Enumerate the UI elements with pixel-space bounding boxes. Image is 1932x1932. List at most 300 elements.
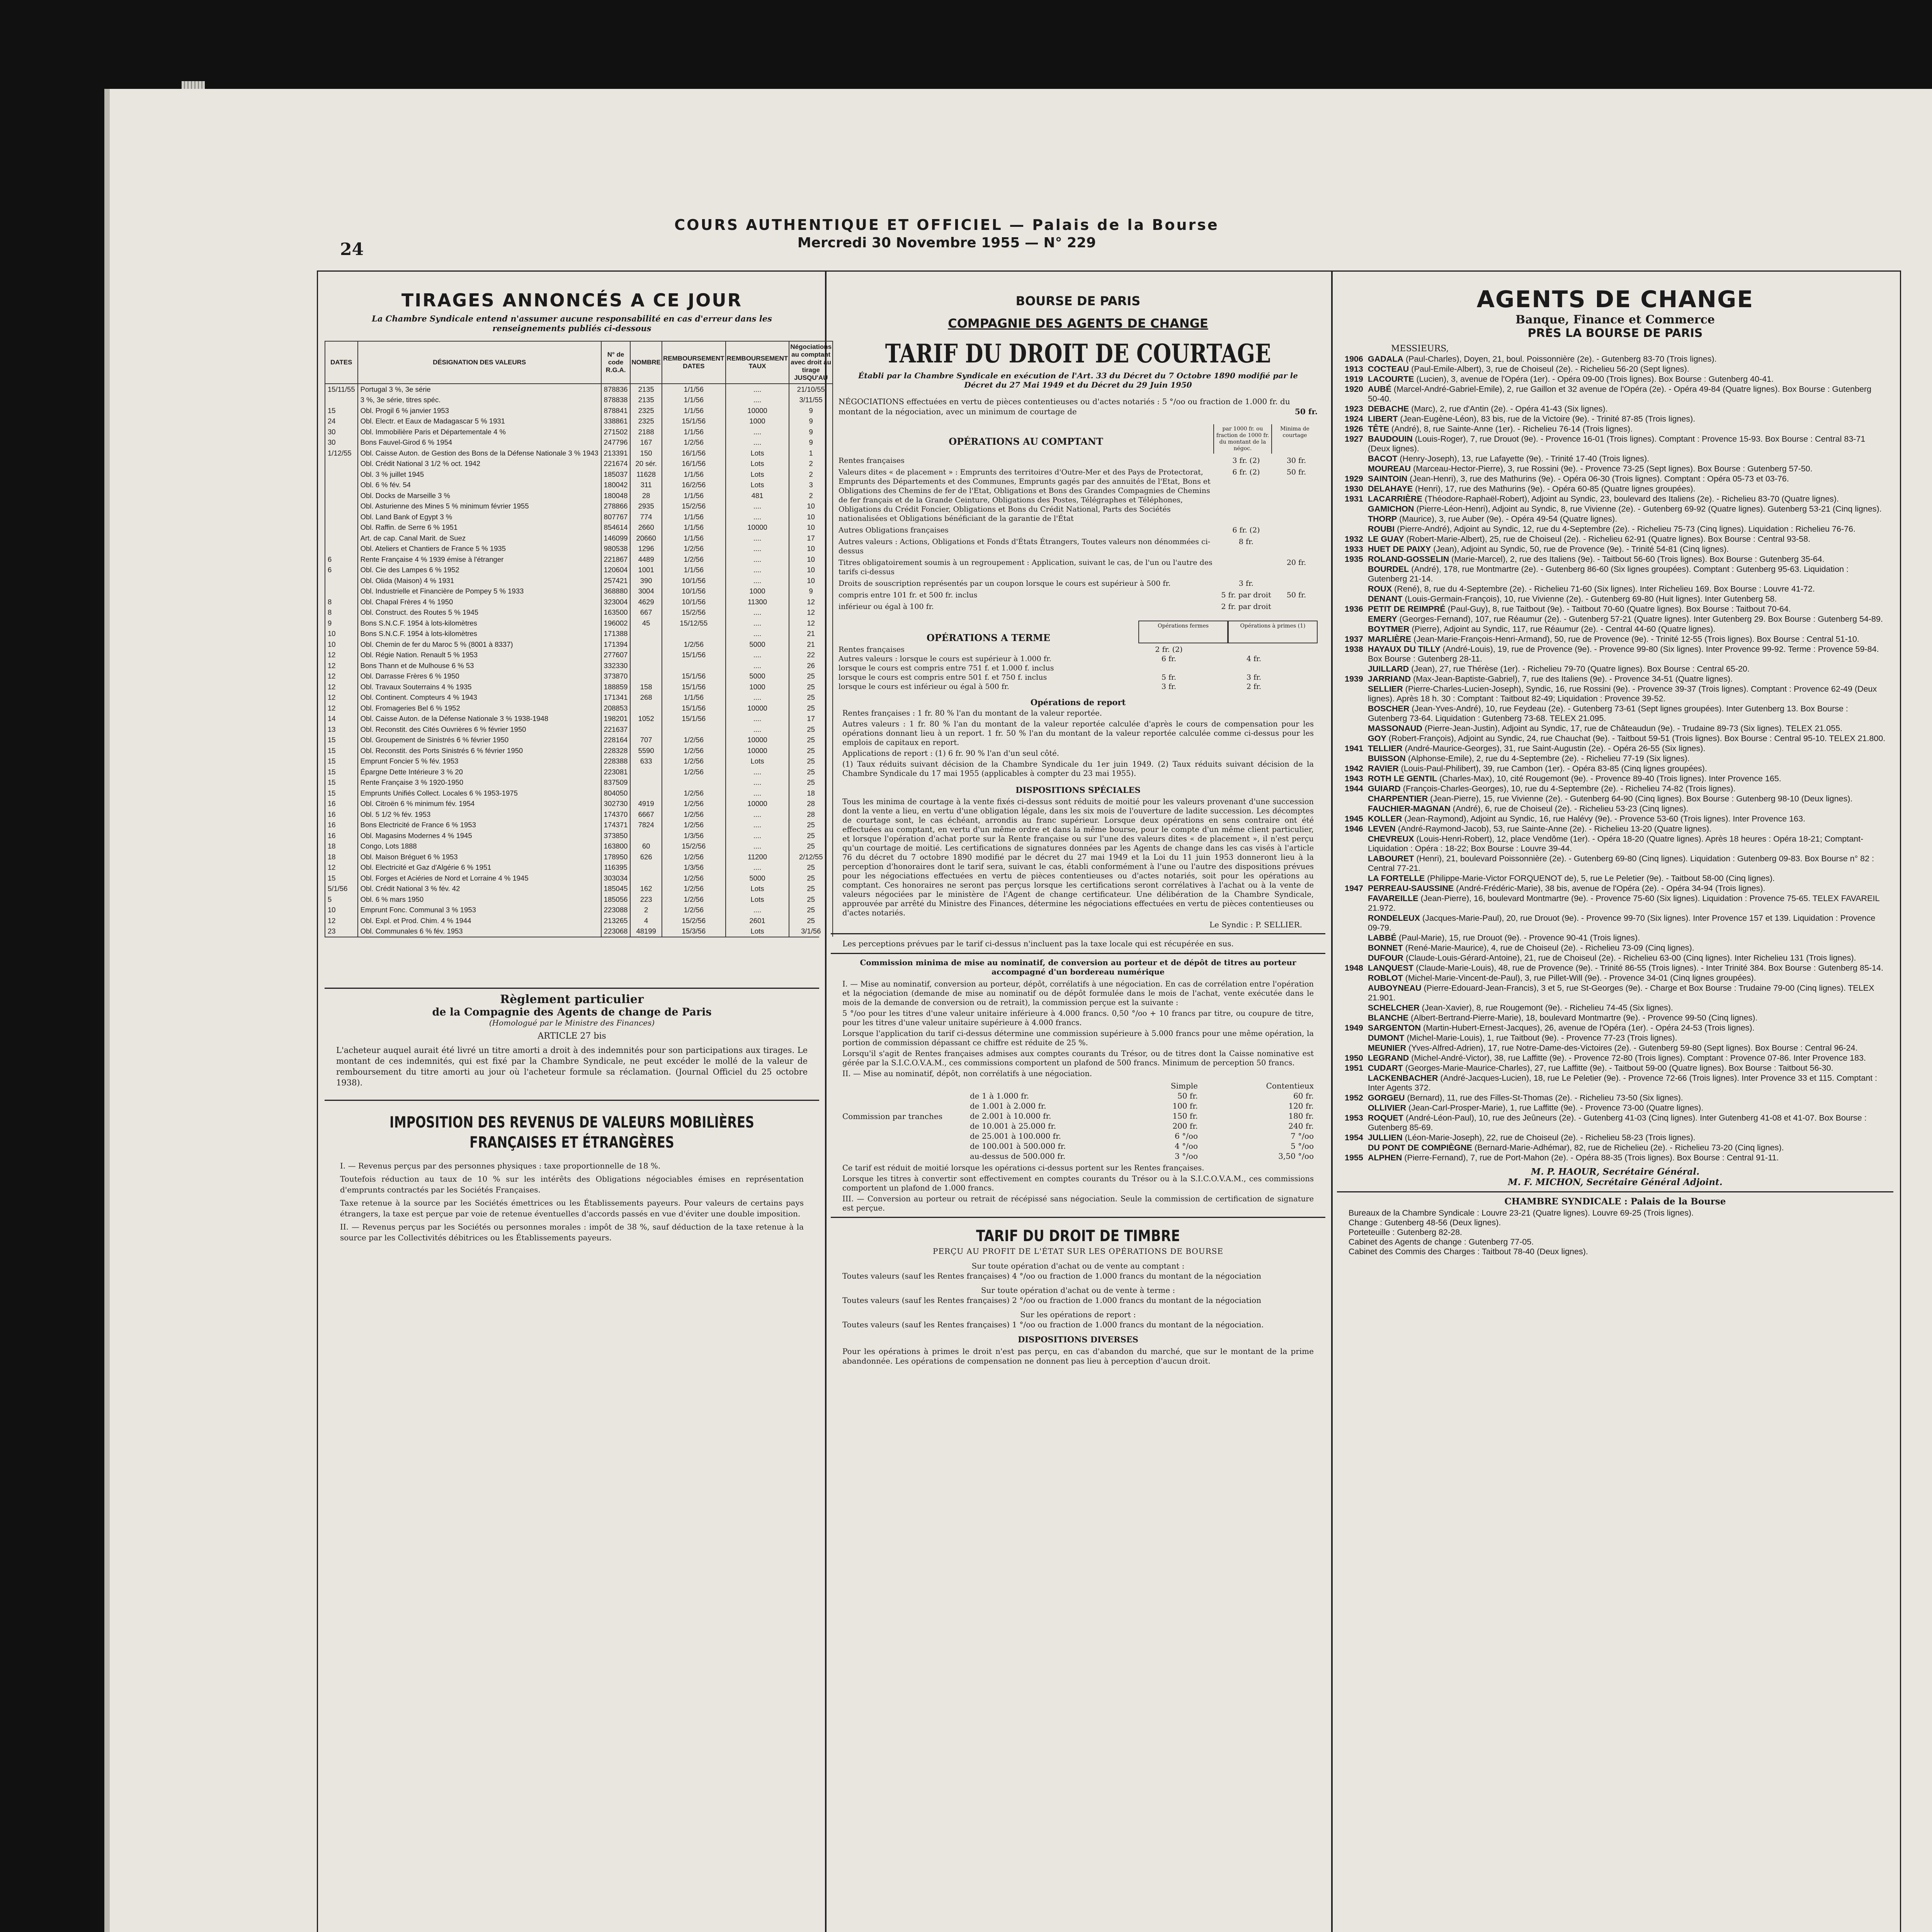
agent-address: (Jean-Carl-Prosper-Marie), 1, rue Laffitte (9e). - Provence 73-00 (Quatre lignes).: [1408, 1103, 1704, 1112]
fee-contentieux: 3,50 °/oo: [1278, 1151, 1314, 1161]
table-cell: [325, 522, 358, 533]
comptant-minimum: 50 fr.: [1286, 468, 1306, 476]
table-cell: Obl. Raffin. de Serre 6 % 1951: [358, 522, 601, 533]
agent-entry: [1345, 913, 1886, 933]
agent-entry: [1345, 464, 1886, 474]
agent-name: ROUX: [1368, 584, 1392, 594]
chambre-title: CHAMBRE SYNDICALE : Palais de la Bourse: [1504, 1196, 1726, 1207]
comptant-label: Autres valeurs : Actions, Obligations et Fonds d'États Étrangers, Toutes valeurs non dénommées ci-dessus: [838, 537, 1211, 555]
timbre-subtitle: PERÇU AU PROFIT DE L'ÉTAT SUR LES OPÉRATIONS DE BOURSE: [933, 1247, 1223, 1256]
table-cell: 774: [630, 512, 662, 522]
table-row: [325, 788, 833, 799]
agent-address: (Marcel-André-Gabriel-Emile), 2, rue Gaillon et 32 avenue de l'Opéra (2e). - Opéra 49-84 (Quatre lignes). Box Bourse : Gutenberg 50-40.: [1368, 384, 1872, 403]
agent-address: (Robert-Marie-Albert), 25, rue de Choiseul (2e). - Richelieu 62-91 (Quatre lignes). Box Bourse : Central 93-58.: [1406, 534, 1811, 544]
timbre-item: Pour les opérations à primes le droit n'est pas perçu, en cas d'abandon du marché, que sur le montant de la prime abandonnée. Les opérations de compensation ne donnent pas lieu à perception d'aucun droit.: [842, 1347, 1314, 1366]
agent-entry: [1345, 824, 1886, 834]
agent-details: [1368, 874, 1886, 883]
table-cell: 25: [789, 767, 833, 777]
terme-value: [1190, 682, 1233, 691]
table-cell: Obl. Communales 6 % fév. 1953: [358, 926, 601, 937]
agent-address: (Max-Jean-Baptiste-Gabriel), 7, rue des Italiens (9e). - Provence 34-51 (Quatre lignes).: [1413, 674, 1733, 684]
table-row: [325, 799, 833, 810]
timbre-item: Toutes valeurs (sauf les Rentes françaises) 2 °/oo ou fraction de 1.000 francs du montant de la négociation: [842, 1296, 1262, 1305]
table-cell: 626: [630, 852, 662, 862]
agent-address: (Bernard-Marie-Adhémar), 82, rue de Richelieu (2e). - Richelieu 73-20 (Cinq lignes).: [1474, 1143, 1784, 1152]
agent-details: [1368, 1033, 1886, 1043]
tirages-title: TIRAGES ANNONCÉS A CE JOUR: [401, 290, 743, 311]
fee-range: de 1.001 à 2.000 fr.: [970, 1101, 1046, 1111]
timbre-item: Toutes valeurs (sauf les Rentes françaises) 1 °/oo ou fraction de 1.000 francs du montant de la négociation.: [842, 1320, 1264, 1329]
agent-year: 1920: [1345, 384, 1363, 394]
table-cell: 12: [789, 597, 833, 607]
agent-entry: [1345, 384, 1886, 404]
agent-entry: [1345, 634, 1886, 644]
table-row: [325, 714, 833, 724]
agent-year: [1345, 584, 1368, 594]
table-cell: 303034: [601, 873, 631, 884]
table-cell: 3: [789, 480, 833, 491]
table-row: [325, 894, 833, 905]
table-row: [325, 384, 833, 395]
terme-value: [1190, 645, 1233, 654]
table-cell: 9: [789, 437, 833, 448]
table-cell: 1/3/56: [662, 830, 726, 841]
table-cell: 1/2/56: [662, 884, 726, 895]
report-paragraph: Applications de report : (1) 6 fr. 90 % l'an d'un seul côté.: [842, 749, 1059, 758]
agent-year: [1345, 1013, 1368, 1023]
commission-paragraph: 5 °/oo pour les titres d'une valeur unitaire inférieure à 4.000 francs. 0,50 °/oo + 10 francs par titre, ou coupure de titre, pour les titres d'une valeur unitaire supérieure à 4.000 francs.: [842, 1009, 1314, 1027]
agent-address: (Albert-Bertrand-Pierre-Marie), 18, boulevard Montmartre (9e). - Provence 99-50 (Cinq lignes).: [1411, 1013, 1758, 1022]
table-cell: 171388: [601, 629, 631, 639]
comptant-row: [838, 558, 1318, 577]
agent-address: (Jean), 27, rue Thérèse (1er). - Richelieu 79-70 (Quatre lignes). Box Bourse : Central 65-20.: [1411, 664, 1750, 673]
agent-year: 1942: [1345, 764, 1363, 773]
table-cell: Obl. Electricité et Gaz d'Algérie 6 % 1951: [358, 862, 601, 873]
agent-entry: [1345, 494, 1886, 504]
comptant-row: [838, 526, 1318, 535]
agent-name: ROUBI: [1368, 524, 1395, 534]
agent-name: LEGRAND: [1368, 1053, 1409, 1063]
report-text: [842, 709, 1314, 778]
agent-name: JULLIEN: [1368, 1133, 1403, 1142]
table-bottom: [325, 937, 819, 984]
table-row: [325, 459, 833, 469]
agent-address: (René-Marie-Maurice), 4, rue de Choiseul (2e). - Richelieu 73-09 (Cinq lignes).: [1405, 943, 1694, 952]
table-cell: 9: [325, 618, 358, 629]
table-cell: ....: [726, 809, 789, 820]
table-cell: [325, 395, 358, 406]
agent-year: 1944: [1345, 784, 1363, 793]
table-cell: 804050: [601, 788, 631, 799]
table-cell: 6: [325, 565, 358, 576]
col-header: DÉSIGNATION DES VALEURS: [358, 341, 601, 384]
table-cell: Obl. Land Bank of Egypt 3 %: [358, 512, 601, 522]
table-cell: 25: [789, 756, 833, 767]
table-cell: 10000: [726, 703, 789, 714]
agent-address: (André-Léon-Paul), 10, rue des Jeûneurs (2e). - Gutenberg 41-03 (Cinq lignes). Inter Gutenberg 41-08 et 41-07. Box Bourse : Gutenberg 85-69.: [1368, 1113, 1867, 1132]
table-row: [325, 639, 833, 650]
agent-name: LA FORTELLE: [1368, 874, 1425, 883]
agent-year: [1345, 664, 1368, 674]
agent-year: 1955: [1345, 1153, 1363, 1162]
table-cell: 4489: [630, 554, 662, 565]
agent-name: KOLLER: [1368, 814, 1402, 823]
agent-entry: [1345, 424, 1886, 434]
fee-contentieux: 5 °/oo: [1291, 1141, 1314, 1151]
table-cell: [662, 660, 726, 671]
terme-label: Rentes françaises: [838, 645, 905, 654]
table-cell: [325, 575, 358, 586]
table-cell: 10: [789, 544, 833, 554]
agent-details: [1368, 764, 1886, 774]
table-cell: 188859: [601, 682, 631, 692]
agent-details: [1368, 584, 1886, 594]
report-title: Opérations de report: [1030, 697, 1126, 707]
table-cell: Emprunt Fonc. Communal 3 % 1953: [358, 905, 601, 916]
table-cell: [630, 724, 662, 735]
agent-year: [1345, 874, 1368, 883]
table-cell: ....: [726, 862, 789, 873]
table-row: [325, 915, 833, 926]
table-cell: 223068: [601, 926, 631, 937]
imposition-item: Taxe retenue à la source par les Sociétés émettrices ou les Établissements payeurs. Pour valeurs de certains pays étrangers, la taxe est perçue par voie de retenue éventuelles d'accords passés en vue d'éviter une double imposition.: [340, 1198, 804, 1218]
agent-year: 1954: [1345, 1133, 1363, 1142]
table-cell: Obl. Docks de Marseille 3 %: [358, 490, 601, 501]
agent-entry: [1345, 734, 1886, 743]
commission-text: [842, 980, 1314, 1078]
table-cell: 1296: [630, 544, 662, 554]
perceptions-text: Les perceptions prévues par le tarif ci-dessus n'incluent pas la taxe locale qui est récupérée en sus.: [842, 939, 1234, 948]
agent-entry: [1345, 963, 1886, 973]
agent-details: [1368, 374, 1886, 384]
agent-address: (Paul-Guy), 8, rue Taitbout (9e). - Taitbout 70-60 (Quatre lignes). Box Bourse : Taitbout 70-64.: [1447, 604, 1791, 614]
table-cell: 1001: [630, 565, 662, 576]
table-cell: 25: [789, 671, 833, 682]
fee-row: [970, 1151, 1314, 1161]
agent-name: DELAHAYE: [1368, 484, 1413, 493]
agent-name: RAVIER: [1368, 764, 1399, 773]
table-cell: ....: [726, 650, 789, 661]
table-cell: ....: [726, 384, 789, 395]
table-cell: 1/12/55: [325, 448, 358, 459]
table-cell: 1/2/56: [662, 554, 726, 565]
agent-details: [1368, 814, 1886, 824]
table-row: [325, 735, 833, 746]
table-cell: 163500: [601, 607, 631, 618]
table-cell: 15/1/56: [662, 682, 726, 692]
table-cell: Épargne Dette Intérieure 3 % 20: [358, 767, 601, 777]
table-cell: 25: [789, 820, 833, 831]
agent-name: LABOURET: [1368, 854, 1414, 863]
table-cell: 15: [325, 745, 358, 756]
table-cell: 10: [325, 629, 358, 639]
divider: [1337, 1191, 1893, 1192]
agent-name: BLANCHE: [1368, 1013, 1409, 1022]
table-cell: 12: [325, 650, 358, 661]
comptant-label: Titres obligatoirement soumis à un regroupement : Application, suivant le cas, de l'un ou l'autre des tarifs ci-dessus: [838, 558, 1213, 576]
agent-entry: [1345, 674, 1886, 684]
agent-entry: [1345, 374, 1886, 384]
fee-note: Ce tarif est réduit de moitié lorsque les opérations ci-dessus portent sur les Rentes françaises.: [842, 1163, 1204, 1172]
table-cell: ....: [726, 767, 789, 777]
comptant-table: [838, 456, 1318, 611]
table-cell: 15: [325, 777, 358, 788]
table-cell: Obl. Caisse Auton. de Gestion des Bons de la Défense Nationale 3 % 1943: [358, 448, 601, 459]
timbre-item: Sur toute opération d'achat ou de vente à terme :: [981, 1286, 1175, 1295]
table-cell: Obl. Crédit National 3 % fév. 42: [358, 884, 601, 895]
fee-label: Commission par tranches: [842, 1112, 943, 1121]
left-column: [325, 282, 832, 1245]
table-cell: 196002: [601, 618, 631, 629]
table-cell: 1/2/56: [662, 799, 726, 810]
timbre-item: Sur toute opération d'achat ou de vente au comptant :: [971, 1261, 1185, 1270]
table-cell: 12: [325, 682, 358, 692]
agent-details: [1368, 404, 1886, 414]
agent-entry: [1345, 1043, 1886, 1053]
table-cell: [662, 777, 726, 788]
table-cell: 16: [325, 809, 358, 820]
messieurs-label: MESSIEURS,: [1391, 344, 1449, 354]
table-cell: 257421: [601, 575, 631, 586]
agent-entry: [1345, 794, 1886, 804]
table-cell: 980538: [601, 544, 631, 554]
fee-contentieux: 7 °/oo: [1291, 1131, 1314, 1141]
agent-address: (Henri), 21, boulevard Poissonnière (2e). - Gutenberg 69-80 (Cinq lignes). Liquidation : Gutenberg 09-83. Box Bourse n° 82 : Central 77-21.: [1368, 854, 1874, 873]
table-cell: 28: [789, 799, 833, 810]
agent-entry: [1345, 1153, 1886, 1163]
terme-header: [838, 621, 1318, 643]
secretary-general: M. P. HAOUR, Secrétaire Général.: [1531, 1167, 1700, 1177]
table-cell: 323004: [601, 597, 631, 607]
terme-row: [838, 663, 1318, 673]
agent-entry: [1345, 1053, 1886, 1063]
table-cell: 1/1/56: [662, 490, 726, 501]
table-cell: 1/2/56: [662, 820, 726, 831]
agent-year: [1345, 1073, 1368, 1093]
table-cell: 1/2/56: [662, 745, 726, 756]
table-cell: Emprunt Foncier 5 % fév. 1953: [358, 756, 601, 767]
table-row: [325, 830, 833, 841]
table-cell: Congo, Lots 1888: [358, 841, 601, 852]
agent-name: JUILLARD: [1368, 664, 1409, 673]
table-cell: Obl. Ateliers et Chantiers de France 5 % 1935: [358, 544, 601, 554]
terme-value: [1275, 645, 1318, 654]
agent-year: 1951: [1345, 1063, 1363, 1073]
terme-label: lorsque le cours est compris entre 751 f. et 1.000 f. inclus: [838, 664, 1054, 672]
agent-entry: [1345, 404, 1886, 414]
table-cell: 25: [789, 735, 833, 746]
terme-value: 3 fr.: [1246, 673, 1262, 682]
table-cell: ....: [726, 777, 789, 788]
agent-address: (Michel-Marie-Vincent-de-Paul), 3, rue Pillet-Will (9e). - Provence 34-01 (Cinq lignes groupées).: [1405, 973, 1756, 983]
table-cell: 1/2/56: [662, 894, 726, 905]
agent-year: 1948: [1345, 963, 1363, 973]
table-cell: 5000: [726, 639, 789, 650]
fee-contentieux: 60 fr.: [1293, 1091, 1314, 1100]
fee-simple: 150 fr.: [1172, 1111, 1198, 1121]
table-cell: 1052: [630, 714, 662, 724]
agent-details: [1368, 494, 1886, 504]
table-cell: ....: [726, 554, 789, 565]
table-cell: 1/2/56: [662, 788, 726, 799]
table-cell: 2188: [630, 427, 662, 437]
fee-block: [842, 1081, 1314, 1161]
comptant-rate: 2 fr. par droit: [1221, 602, 1271, 611]
table-cell: 1000: [726, 416, 789, 427]
table-cell: [630, 660, 662, 671]
timbre-item: DISPOSITIONS DIVERSES: [1018, 1335, 1138, 1344]
table-cell: 878838: [601, 395, 631, 406]
comptant-label: Droits de souscription représentés par un coupon lorsque le cours est supérieur à 500 fr.: [838, 579, 1171, 588]
fee-range: de 100.001 à 500.000 fr.: [970, 1141, 1066, 1151]
agent-address: (Louis-Roger), 7, rue Drouot (9e). - Provence 16-01 (Trois lignes). Comptant : Provence 15-93. Box Bourse : Central 83-71 (Deux lignes).: [1368, 434, 1866, 453]
agent-details: [1368, 824, 1886, 834]
terme-row: [838, 645, 1318, 654]
agent-name: LIBERT: [1368, 414, 1398, 423]
agent-year: 1930: [1345, 484, 1363, 493]
table-row: [325, 405, 833, 416]
table-cell: Obl. Reconstit. des Cités Ouvrières 6 % février 1950: [358, 724, 601, 735]
table-cell: 15/2/56: [662, 915, 726, 926]
table-cell: 1/1/56: [662, 405, 726, 416]
agent-name: EMERY: [1368, 614, 1397, 624]
table-cell: 15/2/56: [662, 501, 726, 512]
table-cell: 15: [325, 735, 358, 746]
table-cell: 3004: [630, 586, 662, 597]
table-cell: Obl. Régie Nation. Renault 5 % 1953: [358, 650, 601, 661]
table-cell: 178950: [601, 852, 631, 862]
agent-name: DENANT: [1368, 594, 1403, 604]
table-cell: 2: [789, 469, 833, 480]
table-cell: 1/1/56: [662, 565, 726, 576]
agent-address: (Claude-Louis-Gérard-Antoine), 21, rue de Choiseul (2e). - Richelieu 63-00 (Cinq lignes). Inter Richelieu 131 (Trois lignes).: [1405, 953, 1856, 963]
chambre-line: Porteteuille : Gutenberg 82-28.: [1349, 1228, 1463, 1237]
table-cell: 12: [325, 915, 358, 926]
table-cell: 15/1/56: [662, 416, 726, 427]
table-cell: 12: [789, 618, 833, 629]
agents-subtitle-1: Banque, Finance et Commerce: [1515, 313, 1715, 327]
terme-label: lorsque le cours est inférieur ou égal à 500 fr.: [838, 682, 1009, 691]
table-row: [325, 862, 833, 873]
agent-name: HUET DE PAIXY: [1368, 544, 1431, 554]
table-cell: [630, 788, 662, 799]
agent-details: [1368, 1013, 1886, 1023]
agent-address: (Martin-Hubert-Ernest-Jacques), 26, avenue de l'Opéra (1er). - Opéra 24-53 (Trois lignes).: [1423, 1023, 1755, 1032]
comptant-rate: [1217, 558, 1275, 577]
agent-address: (Jean-Raymond), Adjoint au Syndic, 16, rue Halévy (9e). - Provence 53-60 (Trois lignes). Inter Provence 163.: [1404, 814, 1806, 823]
compagnie-label: COMPAGNIE DES AGENTS DE CHANGE: [948, 316, 1208, 331]
table-cell: [325, 512, 358, 522]
agent-address: (Jean-Henri), 3, rue des Mathurins (9e). - Opéra 06-30 (Trois lignes). Comptant : Opéra 05-73 et 03-76.: [1410, 474, 1789, 483]
table-cell: 9: [789, 586, 833, 597]
agent-entry: [1345, 1023, 1886, 1033]
agent-details: [1368, 664, 1886, 674]
table-cell: [325, 459, 358, 469]
agent-details: [1368, 963, 1886, 973]
table-cell: [630, 777, 662, 788]
agent-entry: [1345, 1063, 1886, 1073]
table-cell: 9: [789, 405, 833, 416]
table-cell: 9: [789, 427, 833, 437]
agent-entry: [1345, 983, 1886, 1003]
table-row: [325, 682, 833, 692]
right-column: [1337, 282, 1893, 1257]
agent-year: [1345, 1103, 1368, 1113]
table-cell: 48199: [630, 926, 662, 937]
table-cell: ....: [726, 533, 789, 544]
comptant-col1: par 1000 fr. ou fraction de 1000 fr. du montant de la négoc.: [1213, 424, 1271, 454]
table-cell: Bons Fauvel-Girod 6 % 1954: [358, 437, 601, 448]
agent-details: [1368, 953, 1886, 963]
agent-entry: [1345, 534, 1886, 544]
agent-name: DU PONT DE COMPIÈGNE: [1368, 1143, 1472, 1152]
table-cell: 837509: [601, 777, 631, 788]
table-row: [325, 586, 833, 597]
table-cell: [630, 767, 662, 777]
agent-entry: [1345, 704, 1886, 723]
article-text: L'acheteur auquel aurait été livré un titre amorti a droit à des indemnités pour son participations aux tirages. Le montant de ces indemnités, qui est fixé par la Chambre Syndicale, ne peut excéder le mollé de la valeur de remboursement du titre amorti au jour où l'acheteur formule sa réclamation. (Journal Officiel du 25 octobre 1938).: [336, 1046, 808, 1087]
table-cell: 10: [789, 512, 833, 522]
agent-name: ROBLOT: [1368, 973, 1403, 983]
table-cell: Obl. 6 % fév. 54: [358, 480, 601, 491]
agent-entry: [1345, 724, 1886, 733]
agent-address: (Pierre-Léon-Henri), Adjoint au Syndic, 8, rue Vivienne (2e). - Gutenberg 69-92 (Quatre lignes). Gutenberg 53-21 (Cinq lignes).: [1416, 504, 1882, 514]
courtage-established: Établi par la Chambre Syndicale en exécution de l'Art. 33 du Décret du 7 Octobre 1890 modifié par le Décret du 27 Mai 1949 et du Décret du 29 Juin 1950: [858, 371, 1298, 389]
table-cell: 2: [789, 490, 833, 501]
agent-year: [1345, 794, 1368, 804]
table-cell: 18: [325, 841, 358, 852]
table-cell: 12: [325, 671, 358, 682]
table-cell: 15/1/56: [662, 714, 726, 724]
table-cell: Lots: [726, 459, 789, 469]
table-cell: 10: [789, 522, 833, 533]
table-cell: 120604: [601, 565, 631, 576]
fee-contentieux: 180 fr.: [1288, 1111, 1314, 1121]
table-cell: 228328: [601, 745, 631, 756]
table-cell: 16: [325, 820, 358, 831]
commission-paragraph: II. — Mise au nominatif, dépôt, non corrélatifs à une négociation.: [842, 1069, 1092, 1078]
timbre-item: Toutes valeurs (sauf les Rentes françaises) 4 °/oo ou fraction de 1.000 francs du montant de la négociation: [842, 1271, 1262, 1281]
agent-address: (Paul-Emile-Albert), 3, rue de Choiseul (2e). - Richelieu 56-20 (Sept lignes).: [1411, 364, 1689, 374]
table-cell: 633: [630, 756, 662, 767]
col-header: NOMBRE: [630, 341, 662, 384]
table-cell: [662, 724, 726, 735]
fee-header-cell: Contentieux: [1266, 1081, 1314, 1090]
agent-entry: [1345, 524, 1886, 534]
table-cell: 10000: [726, 799, 789, 810]
table-cell: 1/2/56: [662, 735, 726, 746]
table-cell: 16/2/56: [662, 480, 726, 491]
table-cell: 1/2/56: [662, 852, 726, 862]
agent-details: [1368, 424, 1886, 434]
table-cell: 158: [630, 682, 662, 692]
agent-year: 1924: [1345, 414, 1363, 423]
table-cell: 11628: [630, 469, 662, 480]
table-cell: Portugal 3 %, 3e série: [358, 384, 601, 395]
table-cell: Art. de cap. Canal Marit. de Suez: [358, 533, 601, 544]
table-row: [325, 565, 833, 576]
table-row: [325, 522, 833, 533]
chambre-line: Cabinet des Agents de change : Gutenberg 77-05.: [1349, 1237, 1534, 1247]
table-cell: Lots: [726, 448, 789, 459]
agent-name: PETIT DE REIMPRÉ: [1368, 604, 1446, 614]
fee-range: de 1 à 1.000 fr.: [970, 1091, 1029, 1100]
agent-year: [1345, 464, 1368, 474]
table-row: [325, 777, 833, 788]
table-cell: Obl. 5 1/2 % fév. 1953: [358, 809, 601, 820]
table-cell: 25: [789, 682, 833, 692]
agent-year: [1345, 953, 1368, 963]
